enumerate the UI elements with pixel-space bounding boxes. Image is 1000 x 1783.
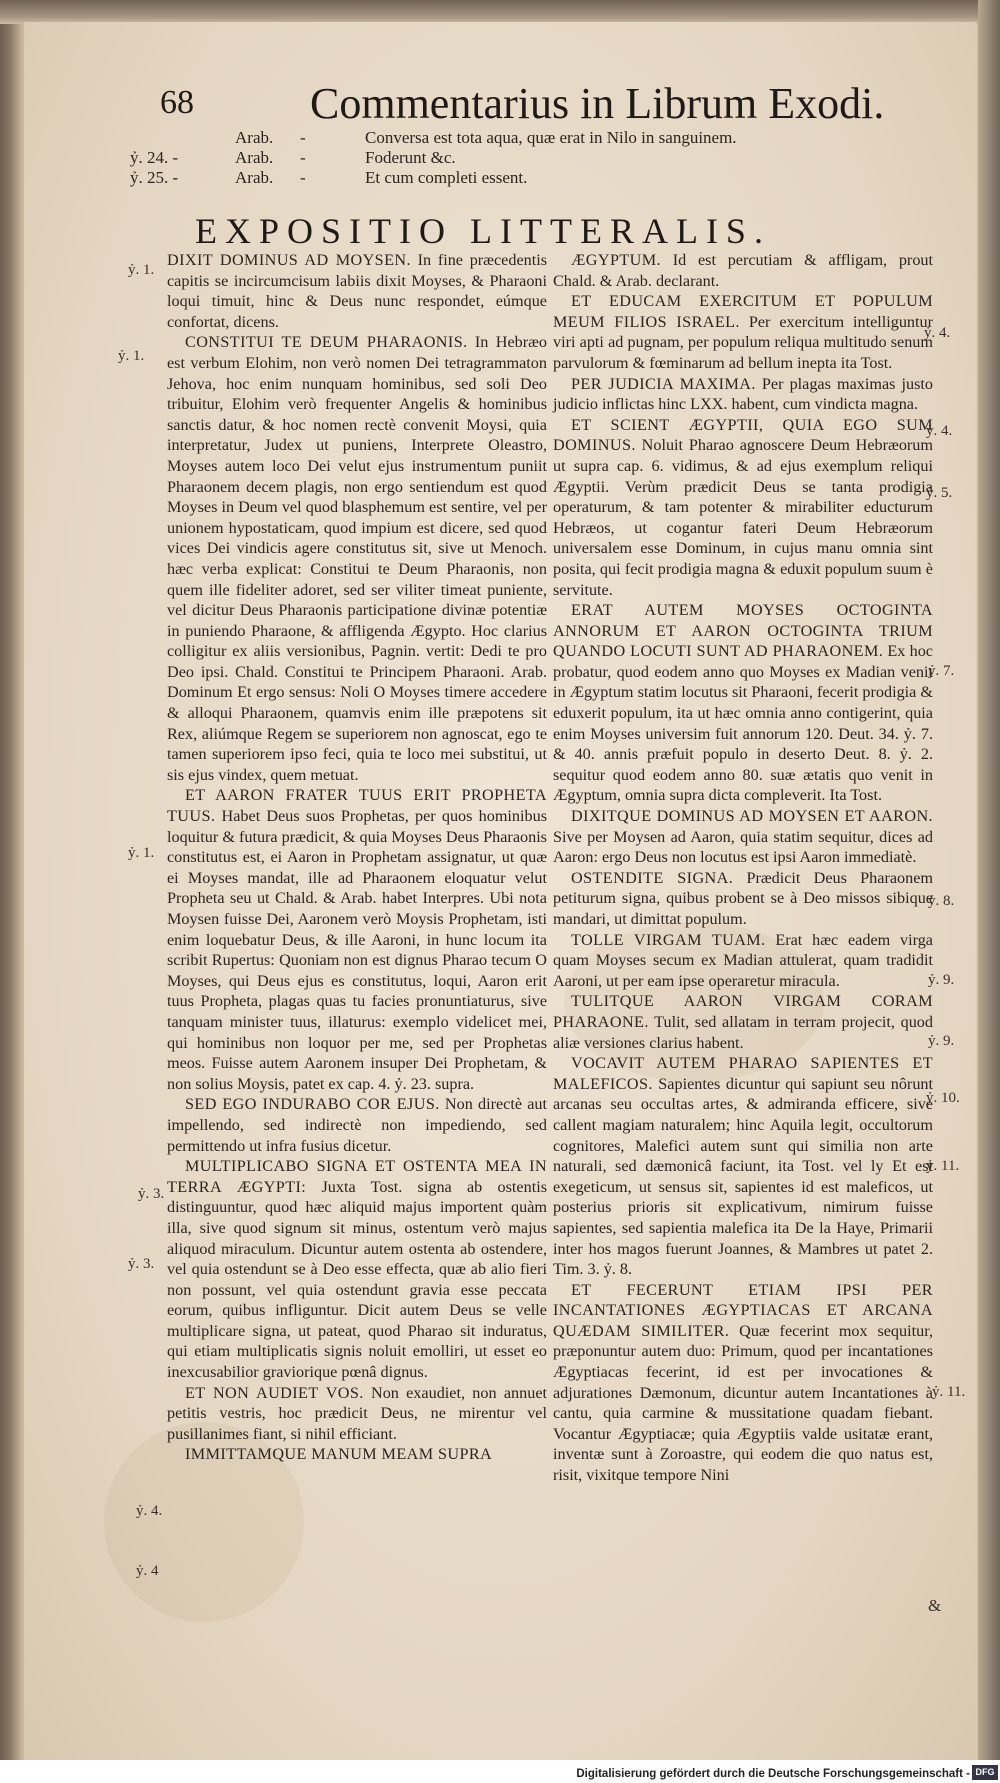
lemma-heading: ERAT AUTEM MOYSES OCTOGINTA ANNORUM ET AARON OCTOGINTA TRIUM QUANDO LOCUTI SUNT AD PHARAONEM. [553, 601, 933, 661]
commentary-paragraph [553, 600, 933, 806]
margin-verse-mark: ỷ. 4. [926, 423, 953, 439]
margin-verse-mark: ỷ. 3. [138, 1186, 165, 1202]
verse-ref: ỷ. 25. - [130, 168, 179, 187]
lemma-heading: ET SCIENT ÆGYPTII, QUIA EGO SUM DOMINUS. [553, 415, 933, 455]
arabic-variants-block [130, 128, 770, 188]
margin-verse-mark: ỷ. 1. [128, 262, 155, 278]
lemma-heading: ÆGYPTUM. [571, 251, 661, 269]
section-title: EXPOSITIO LITTERALIS. [195, 211, 771, 251]
page-number: 68 [160, 84, 194, 121]
margin-verse-mark: ỷ. 11. [932, 1384, 966, 1400]
dash: - [300, 128, 306, 147]
commentary-paragraph [167, 250, 547, 332]
lemma-heading: ET AARON FRATER TUUS ERIT PROPHETA TUUS. [167, 786, 547, 826]
margin-verse-mark: ỷ. 4 [136, 1563, 159, 1579]
version-label: Arab. [235, 168, 274, 187]
book-top-edge [0, 0, 1000, 24]
lemma-heading: ET FECERUNT ETIAM IPSI PER INCANTATIONES ÆGYPTIACAS ET ARCANA QUÆDAM SIMILITER. [553, 1280, 933, 1340]
left-column [167, 250, 547, 1465]
right-column [553, 250, 933, 1486]
commentary-paragraph [167, 332, 547, 785]
commentary-paragraph [167, 1094, 547, 1156]
commentary-text: Juxta Tost. signa ab ostentis distinguuntur, quod hæc aliquid majus importent quàm illa, sive quod signum sit minus, ostentum verò majus aliquod miraculum. Dicuntur autem ostenta ab ostendere, vel quia ostendunt se à Deo esse effecta, quæ ab alio fieri non possunt, vel quia ostendunt gravia esse peccata eorum, quibus infliguntur. Dicit autem Deus se velle multiplicare signa, ut pateat, quod Pharao sit induratus, qui etiam multiplicatis signis noluit emolliri, ut esset eo inexcusabilior graviorique pœnâ dignus. [167, 1177, 547, 1382]
commentary-text: Non exaudiet, non annuet petitis vestris, hoc prædicit Deus, ne mirentur vel pusillanimes fiant, si nihil efficiant. [167, 1383, 547, 1443]
funding-credit: Digitalisierung gefördert durch die Deutsche Forschungsgemeinschaft - [576, 1768, 970, 1780]
commentary-paragraph [553, 291, 933, 373]
dash: - [300, 148, 306, 167]
margin-verse-mark: ỷ. 10. [926, 1090, 960, 1106]
lemma-heading: SED EGO INDURABO COR EJUS. [185, 1095, 440, 1114]
lemma-heading: CONSTITUI TE DEUM PHARAONIS. [185, 333, 468, 352]
margin-verse-mark: ỷ. 1. [118, 348, 145, 364]
commentary-text: Tulit, sed allatam in terram projecit, quod aliæ versiones clarius habent. [553, 1012, 933, 1052]
margin-verse-mark: ỷ. 4. [136, 1503, 163, 1519]
margin-verse-mark: ỷ. 3. [128, 1256, 155, 1272]
commentary-paragraph [553, 991, 933, 1053]
margin-verse-mark: ỷ. 9. [928, 972, 955, 988]
variant-text: Et cum completi essent. [365, 168, 528, 187]
version-label: Arab. [235, 128, 274, 147]
commentary-text: Erat hæc eadem virga quam Moyses secum ex Madian attulerat, quam tradidit Aaroni, ut per eam ipse operaretur miracula. [553, 930, 933, 990]
commentary-paragraph [167, 1383, 547, 1445]
commentary-text: Ex hoc probatur, quod eodem anno quo Moyses ex Madian venit in Ægyptum statim locutus sit Pharaoni, fecerit prodigia & eduxerit populum, ita ut hæc omnia anno contigerint, quia enim Moyses universim fuit annorum 120. Deut. 34. ỷ. 7. & 40. annis præfuit populo in deserto Deut. 8. ỷ. 2. sequitur quod eodem anno 80. suæ ætatis quo venit in Ægyptum, omnia supra dicta compleverit. Ita Tost. [553, 642, 933, 805]
lemma-heading: ET NON AUDIET VOS. [185, 1383, 364, 1402]
margin-verse-mark: ỷ. 8. [928, 893, 955, 909]
margin-verse-mark: ỷ. 5. [926, 485, 953, 501]
commentary-text: Per exercitum intelliguntur viri apti ad pugnam, per populum reliqua multitudo senum parvulorum & fœminarum ad bellum inepta ita Tost. [553, 312, 934, 372]
variant-text: Conversa est tota aqua, quæ erat in Nilo in sanguinem. [365, 128, 737, 147]
arab-row [130, 168, 770, 188]
margin-verse-mark: ỷ. 4. [924, 325, 951, 341]
lemma-heading: MULTIPLICABO SIGNA ET OSTENTA MEA IN TERRA ÆGYPTI: [167, 1157, 547, 1196]
dash: - [300, 168, 306, 187]
lemma-heading: OSTENDITE SIGNA. [571, 868, 734, 887]
commentary-text: Sive per Moysen ad Aaron, quia statim sequitur, dices ad Aaron: ergo Deus non locutus est ipsi Aaron immediatè. [553, 827, 933, 867]
commentary-paragraph [553, 868, 933, 930]
commentary-paragraph [553, 1280, 933, 1486]
commentary-text: Per plagas maximas justo judicio inflictas hinc LXX. habent, cum vindicta magna. [553, 374, 934, 414]
commentary-text: Quæ fecerint mox sequitur, præponuntur autem duo: Primum, quod per incantationes Ægyptiacas fecerint, id est per invocationes & adjurationes Dæmonum, dicuntur autem Incantationes à cantu, quia carmine & mussitatione quadam fiebant. Vocantur Ægyptiacæ; quia Ægyptiis valde usitatæ erant, inventæ sunt à Zoroastre, qui eodem die quo natus est, risit, vixitque tempore Nini [553, 1321, 933, 1485]
margin-verse-mark: ỷ. 9. [928, 1033, 955, 1049]
margin-verse-mark: ỷ. 1. [128, 845, 155, 861]
version-label: Arab. [235, 148, 274, 167]
commentary-text: In Hebræo est verbum Elohim, non verò nomen Dei tetragrammaton Jehova, hoc enim nunquam hominibus, sed soli Deo tribuitur, Elohim verò frequenter Angelis & hominibus sanctis datur, & hoc nomen rectè convenit Moysi, quia interpretatur, Judex ut puniens, Interprete Oleastro, Moyses autem loco Dei velut ejus instrumentum puniit Pharaonem decem plagis, non ergo sentiendum est quod Moyses in Deum vel quod blasphemum est sentire, vel per unionem hypostaticam, quod impium est dicere, sed quod vices Dei vindicis agere constitutus sit, sive ut Menoch. hæc verba explicat: Constitui te Deum Pharaonis, non quem ille fideliter adoret, sed ser viliter timeat puniente, vel dicitur Deus Pharaonis participatione divinæ potentiæ in puniendo Pharaone, & affligenda Ægypto. Hoc clarius colligitur ex aliis versionibus, Pagnin. vertit: Dedi te pro Deo ipsi. Chald. Constitui te Principem Pharaoni. Arab. Dominum Et ergo sensus: Noli O Moyses timere accedere & alloqui Pharaonem, quamvis enim ille præpotens sit Rex, aliúmque Regem se superiorem non agnoscat, ego te tamen superiorem ipso feci, quia te loco mei substitui, ut sis ejus vindex, quem metuat. [167, 333, 547, 784]
commentary-paragraph [553, 415, 933, 600]
commentary-paragraph [167, 1156, 547, 1383]
commentary-text: In fine præcedentis capitis se incircumcisum labiis dixit Moyses, & Pharaoni loqui timuit, hinc & Deus nunc respondet, eúmque confortat, dicens. [167, 251, 548, 331]
variant-text: Foderunt &c. [365, 148, 456, 167]
commentary-paragraph [553, 806, 933, 868]
margin-verse-mark: ỷ. 11. [926, 1158, 960, 1174]
running-title: Commentarius in Librum Exodi. [310, 79, 885, 128]
commentary-paragraph [167, 785, 547, 1094]
lemma-heading: TOLLE VIRGAM TUAM. [571, 930, 766, 949]
lemma-heading: PER JUDICIA MAXIMA. [571, 374, 756, 393]
commentary-paragraph [167, 1444, 547, 1465]
lemma-heading: VOCAVIT AUTEM PHARAO SAPIENTES ET MALEFICOS. [553, 1054, 933, 1093]
dfg-logo: DFG [972, 1765, 998, 1780]
commentary-text: Prædicit Deus Pharaonem petiturum signa, quibus probent se à Deo missos sibique mandari, ut dimittat populum. [553, 868, 933, 928]
commentary-text: Habet Deus suos Prophetas, per quos hominibus loquitur & futura prædicit, & quia Moyses Deus Pharaonis constitutus est, ei Aaron in Prophetam assignatur, ut quæ ei Moyses mandat, ille ad Pharaonem eloquatur velut Propheta seu ut Chald. & Arab. habet Interpres. Ubi nota Moysen fuisse Dei, Aaronem verò Moysis Prophetam, isti enim loquebatur Deus, & ille Aaroni, in hunc locum ita scribit Rupertus: Quoniam non est dignus Pharao tecum O Moyses, qui Deus ejus es constitutus, loqui, Aaron erit tuus Propheta, plagas quas tu facies pronuntiaturus, sive tanquam minister tuus, illaturus: exemplo videlicet mei, qui hominibus non loquor per me, sed per Prophetas meos. Fuisse autem Aaronem insuper Dei Prophetam, & non solius Moysis, patet ex cap. 4. ỷ. 23. supra. [167, 807, 548, 1093]
catchword: & [928, 1596, 942, 1615]
lemma-heading: ET EDUCAM EXERCITUM ET POPULUM MEUM FILIOS ISRAEL. [553, 292, 933, 331]
lemma-heading: TULITQUE AARON VIRGAM CORAM PHARAONE. [553, 992, 933, 1031]
arab-row [130, 148, 770, 168]
commentary-text: Id est percutiam & affligam, prout Chald. & Arab. declarant. [553, 251, 934, 290]
arab-row [130, 128, 770, 148]
commentary-paragraph [553, 374, 933, 415]
lemma-heading: IMMITTAMQUE MANUM MEAM SUPRA [185, 1445, 493, 1464]
commentary-text: Sapientes dicuntur qui sapiunt seu nôrunt arcanas seu occultas artes, & admiranda efficere, sive callent magiam naturalem; hinc Aquila legit, occultorum cognitores, Malefici autem sunt qui similia non arte naturali, sed dæmonicâ faciunt, ita Tost. vel ly Et est exegeticum, ut sensus sit, sapientes id est maleficos, ut posterius prioris sit explicativum, nimirum fuisse sapientes, sed sapientia malefica ita De la Haye, Primarii inter hos magos fuerunt Joannes, & Mambres ut patet 2. Tim. 3. ỷ. 8. [553, 1074, 934, 1279]
page-edge-right [978, 0, 1000, 1760]
margin-verse-mark: ỷ. 7. [928, 663, 955, 679]
commentary-paragraph [553, 930, 933, 992]
commentary-paragraph [553, 250, 933, 291]
commentary-text: Noluit Pharao agnoscere Deum Hebræorum ut supra cap. 6. vidimus, & ad ejus exemplum reliqui Ægyptii. Verùm prædicit Deus se tanta prodigia operaturum, & tam potenter & mirabiliter educturum Hebræos, ut cogantur fateri Deum Hebræorum universalem esse Dominum, in cujus manu omnia sint posita, qui fecit prodigia magna & eduxit populum suum è servitute. [553, 436, 933, 599]
lemma-heading: DIXITQUE DOMINUS AD MOYSEN ET AARON. [571, 807, 933, 826]
digitization-footer [0, 1760, 1000, 1783]
commentary-paragraph [553, 1053, 933, 1280]
lemma-heading: DIXIT DOMINUS AD MOYSEN. [167, 251, 411, 269]
commentary-text: Non directè aut impellendo, sed indirectè non impediendo, sed permittendo ut infra fusius dicetur. [167, 1095, 547, 1155]
verse-ref: ỷ. 24. - [130, 148, 179, 167]
